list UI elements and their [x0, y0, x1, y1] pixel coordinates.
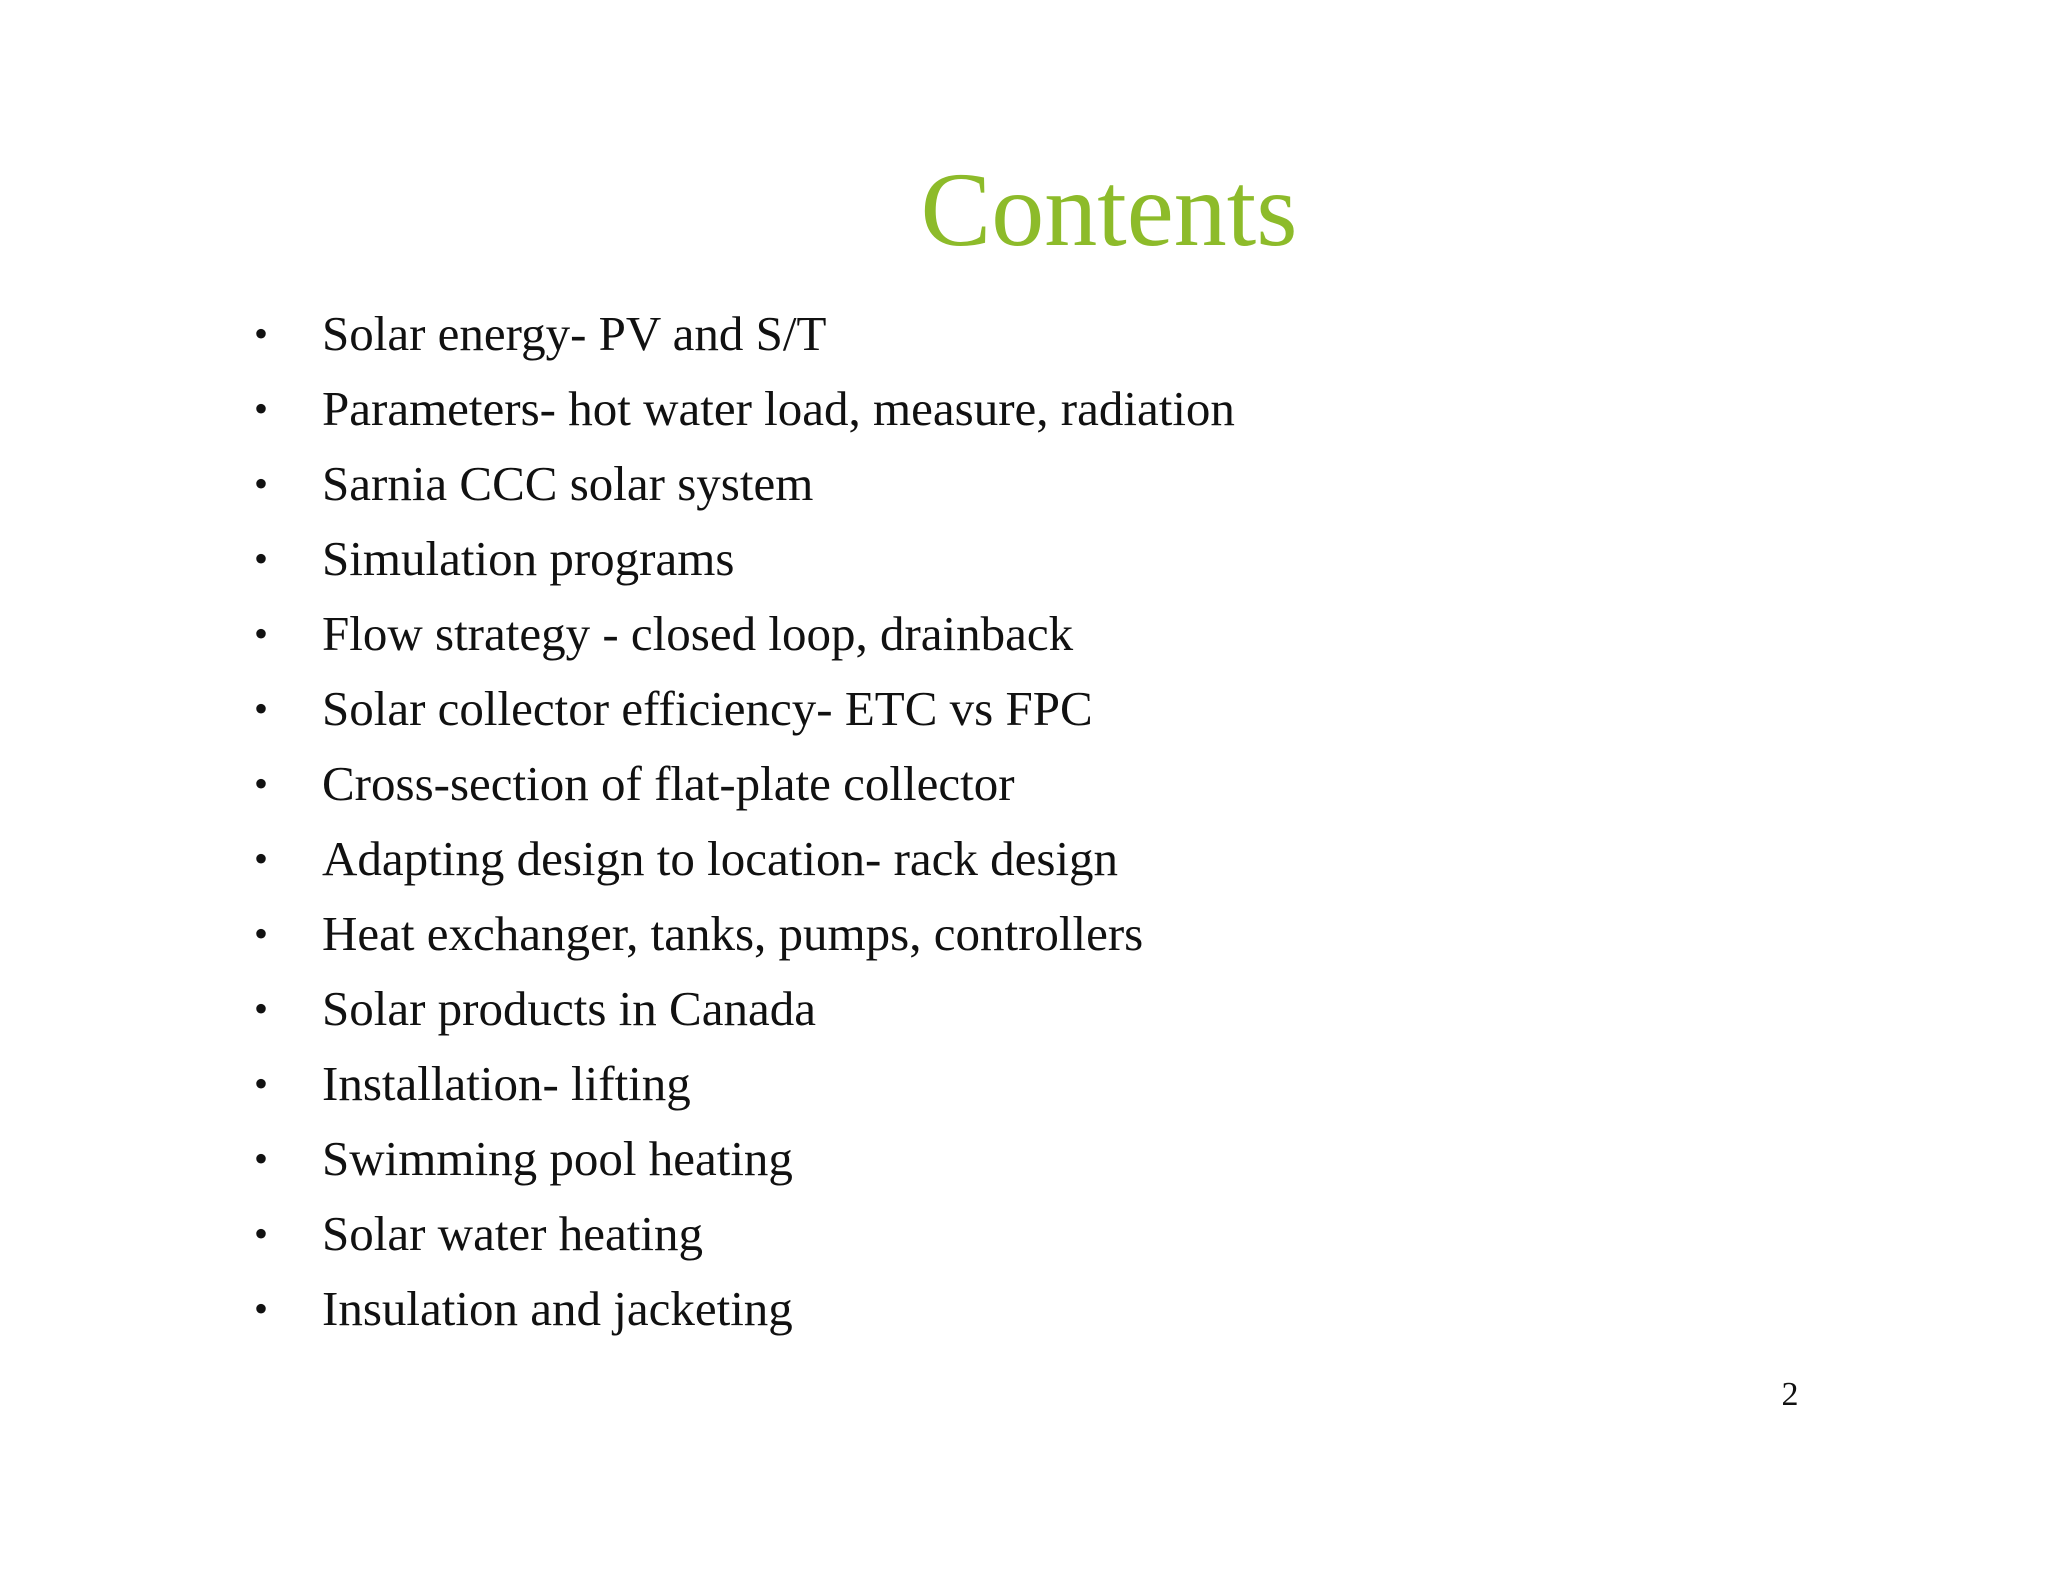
list-item-text: Cross-section of flat-plate collector: [322, 756, 1015, 811]
bullet-icon: •: [253, 536, 268, 581]
list-item-text: Adapting design to location- rack design: [322, 831, 1119, 886]
bullet-icon: •: [253, 836, 268, 881]
bullet-icon: •: [253, 611, 268, 656]
bullet-icon: •: [253, 761, 268, 806]
bullet-icon: •: [253, 311, 268, 356]
slide-title: Contents: [920, 151, 1298, 268]
bullet-icon: •: [253, 1136, 268, 1181]
list-item-text: Solar energy- PV and S/T: [322, 306, 827, 361]
bullet-icon: •: [253, 461, 268, 506]
list-item-text: Simulation programs: [322, 531, 735, 586]
list-item-text: Insulation and jacketing: [322, 1281, 793, 1336]
list-item-text: Solar collector efficiency- ETC vs FPC: [322, 681, 1093, 736]
list-item-text: Sarnia CCC solar system: [322, 456, 814, 511]
bullet-icon: •: [253, 1061, 268, 1106]
bullet-icon: •: [253, 911, 268, 956]
list-item-text: Installation- lifting: [322, 1056, 691, 1111]
page-number: 2: [1781, 1376, 1799, 1413]
list-item-text: Parameters- hot water load, measure, radiation: [322, 381, 1235, 436]
bullet-icon: •: [253, 1211, 268, 1256]
list-item-text: Heat exchanger, tanks, pumps, controllers: [322, 906, 1144, 961]
list-item-text: Flow strategy - closed loop, drainback: [322, 606, 1074, 661]
list-item-text: Swimming pool heating: [322, 1131, 793, 1186]
list-item-text: Solar water heating: [322, 1206, 703, 1261]
bullet-icon: •: [253, 386, 268, 431]
bullet-icon: •: [253, 686, 268, 731]
bullet-icon: •: [253, 986, 268, 1031]
bullet-icon: •: [253, 1286, 268, 1331]
list-item-text: Solar products in Canada: [322, 981, 816, 1036]
